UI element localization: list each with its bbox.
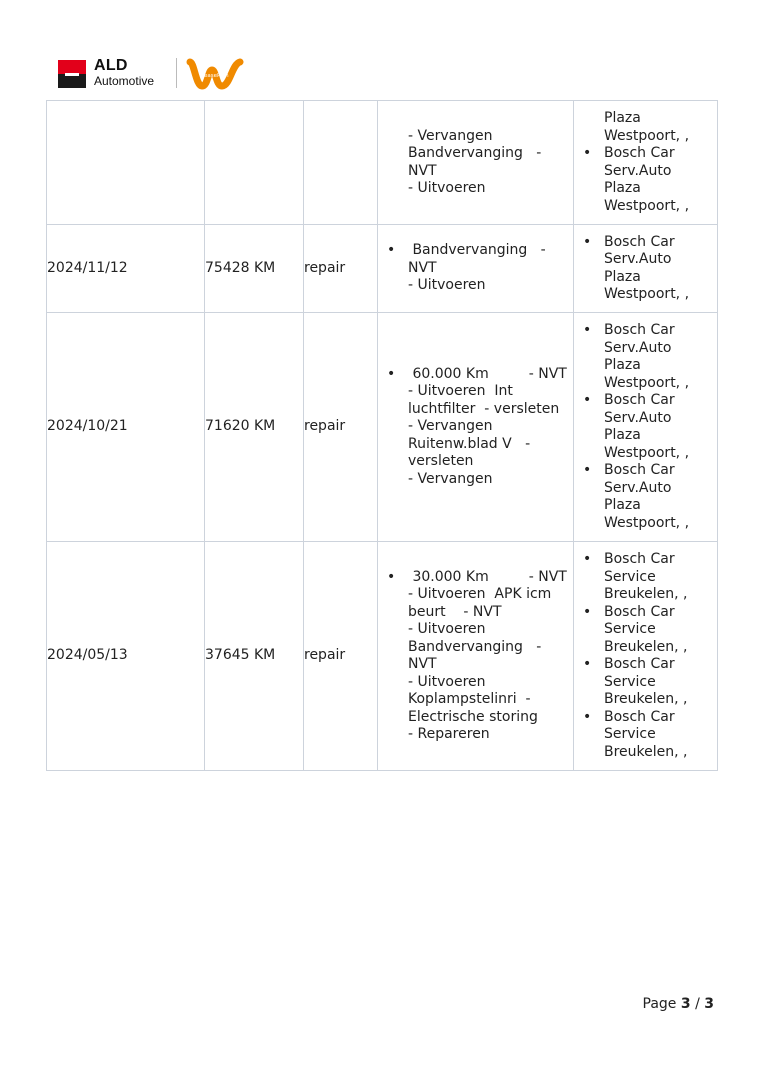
garage-name: Bosch Car Serv.Auto Plaza Westpoort, , (604, 322, 690, 391)
page-separator: / (695, 996, 700, 1012)
bullet-icon (387, 128, 408, 198)
mileage-cell (205, 225, 304, 313)
operations-text: Bandvervanging - NVT - Uitvoeren (408, 242, 546, 294)
operations-cell (378, 225, 574, 313)
table-row (47, 542, 718, 771)
date-text: 2024/11/12 (47, 259, 128, 276)
bullet-icon: • (583, 322, 592, 338)
type-cell (304, 313, 378, 542)
mileage-text: 71620 KM (205, 418, 276, 435)
garage-list-item (574, 709, 717, 762)
operations-cell (378, 313, 574, 542)
bullet-icon: • (583, 551, 592, 567)
garage-cell (574, 313, 718, 542)
garage-list-item (574, 604, 717, 657)
page-number (643, 995, 714, 1013)
mileage-cell (205, 313, 304, 542)
bullet-icon: • (583, 708, 592, 725)
mileage-text: 37645 KM (205, 647, 276, 664)
bullet-icon: • (387, 242, 396, 259)
maintenance-table (46, 100, 718, 771)
date-cell (47, 225, 205, 313)
ald-logo-mark (58, 60, 86, 88)
garage-list-item (574, 392, 717, 462)
garage-name: Bosch Car Serv.Auto Plaza Westpoort, , (604, 145, 690, 214)
mileage-cell (205, 101, 304, 225)
operations-text: 30.000 Km - NVT - Uitvoeren APK icm beurt - NVT - Uitvoeren Bandvervanging - NVT - Uitvoeren Koplampstelinri - Electrische storing - Repareren (408, 568, 567, 742)
garage-name: Bosch Car Serv.Auto Plaza Westpoort, , (604, 233, 690, 302)
operations-list (378, 366, 573, 489)
operations-cell (378, 101, 574, 225)
operations-text: 60.000 Km - NVT - Uitvoeren Int luchtfilter - versleten - Vervangen Ruitenw.blad V - versleten - Vervangen (408, 365, 567, 487)
type-text: repair (304, 418, 346, 435)
page-header (58, 56, 258, 90)
garage-cell (574, 225, 718, 313)
ald-logo-subtitle: Automotive (94, 74, 155, 88)
operations-list (378, 569, 573, 744)
operations-list (378, 128, 573, 198)
type-cell (304, 542, 378, 771)
operations-list (378, 242, 573, 295)
leaseplan-logo (186, 56, 244, 92)
bullet-icon: • (583, 656, 592, 672)
garage-list-item (574, 322, 717, 392)
date-text: 2024/10/21 (47, 418, 128, 435)
type-text: repair (304, 259, 346, 276)
mileage-cell (205, 542, 304, 771)
table-row (47, 313, 718, 542)
garage-cell (574, 542, 718, 771)
garage-name: Bosch Car Service Breukelen, , (604, 551, 688, 602)
bullet-icon: • (387, 365, 396, 382)
garage-cell (574, 101, 718, 225)
garage-list-item (574, 145, 717, 215)
garage-name: Bosch Car Service Breukelen, , (604, 708, 688, 760)
type-text: repair (304, 647, 346, 664)
bullet-icon: • (583, 233, 592, 250)
table-row (47, 225, 718, 313)
date-cell (47, 313, 205, 542)
garage-text-continued: Plaza Westpoort, , (604, 110, 690, 144)
garage-list-item (574, 462, 717, 532)
garage-list-item (574, 656, 717, 709)
bullet-icon: • (583, 603, 592, 620)
bullet-icon: • (583, 392, 592, 408)
page-label: Page (642, 996, 677, 1012)
table-row (47, 101, 718, 225)
garage-name: Bosch Car Service Breukelen, , (604, 656, 688, 707)
date-cell (47, 101, 205, 225)
garage-list-item (574, 234, 717, 304)
svg-text:LeasePlan: LeasePlan (201, 73, 229, 79)
bullet-icon: • (583, 145, 592, 161)
date-cell (47, 542, 205, 771)
mileage-text: 75428 KM (205, 259, 276, 276)
type-cell (304, 225, 378, 313)
logo-divider (176, 58, 177, 88)
garage-name: Bosch Car Serv.Auto Plaza Westpoort, , (604, 392, 690, 461)
type-cell (304, 101, 378, 225)
garage-name: Bosch Car Serv.Auto Plaza Westpoort, , (604, 462, 690, 531)
garage-list-item (574, 551, 717, 604)
page-current: 3 (680, 996, 691, 1012)
garage-name: Bosch Car Service Breukelen, , (604, 603, 688, 655)
page-total: 3 (704, 996, 714, 1012)
bullet-icon: • (387, 568, 396, 585)
operations-text: - Vervangen Bandvervanging - NVT - Uitvoeren (408, 127, 542, 196)
date-text: 2024/05/13 (47, 647, 128, 664)
operations-cell (378, 542, 574, 771)
bullet-icon: • (583, 462, 592, 478)
ald-logo-name: ALD (94, 57, 128, 74)
